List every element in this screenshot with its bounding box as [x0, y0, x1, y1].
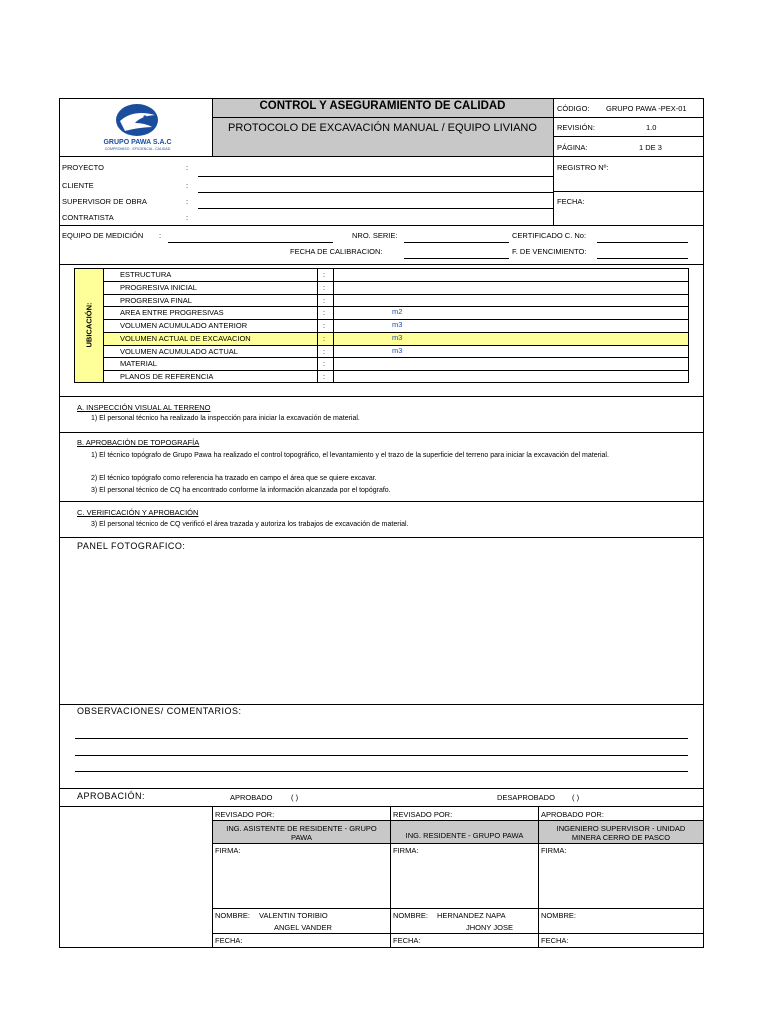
firma-label-1: FIRMA: [215, 846, 241, 855]
nro-serie-label: NRO. SERIE: [352, 231, 398, 240]
certificado-field[interactable] [597, 242, 688, 243]
section-b-item-1: 1) El técnico topógrafo de Grupo Pawa ha realizado el control topográfico, el levantamiento y el trazo de la superficie del terreno para iniciar la excavación del material. [91, 452, 609, 459]
equipo-field[interactable] [168, 242, 333, 243]
fecha-calibracion-label: FECHA DE CALIBRACION: [290, 247, 383, 256]
ubicacion-row-unit: m3 [392, 320, 403, 330]
ubicacion-row-unit: m2 [392, 307, 403, 317]
ubicacion-row-label: VOLUMEN ACTUAL DE EXCAVACION [120, 333, 251, 343]
document-subtitle: PROTOCOLO DE EXCAVACIÓN MANUAL / EQUIPO LIVIANO [228, 122, 537, 134]
fecha-label-1: FECHA: [215, 936, 243, 945]
fecha-label-2: FECHA: [393, 936, 421, 945]
nombre-label-3: NOMBRE: [541, 911, 577, 920]
observaciones-label: OBSERVACIONES/ COMENTARIOS: [77, 706, 242, 716]
nro-serie-field[interactable] [404, 242, 509, 243]
firma-label-3: FIRMA: [541, 846, 567, 855]
contratista-label: CONTRATISTA [62, 213, 114, 222]
registro-label: REGISTRO Nº: [557, 163, 609, 172]
equipo-label: EQUIPO DE MEDICIÓN [62, 231, 144, 240]
company-tagline: COMPROMISO - EFICIENCIA - CALIDAD [104, 147, 171, 151]
ubicacion-row-colon: : [323, 333, 326, 343]
revision-value: 1.0 [646, 123, 657, 132]
ubicacion-row-label: PROGRESIVA INICIAL [120, 282, 197, 292]
ubicacion-row-colon: : [323, 346, 326, 356]
proyecto-label: PROYECTO [62, 163, 104, 172]
panel-fotografico-label: PANEL FOTOGRAFICO: [77, 541, 186, 551]
aprobado-label: APROBADO [230, 793, 273, 802]
vencimiento-label: F. DE VENCIMIENTO: [512, 247, 587, 256]
ubicacion-row-value[interactable] [334, 307, 688, 319]
firma-area-1[interactable] [213, 856, 389, 907]
aprobado-por: APROBADO POR: [541, 810, 604, 819]
observacion-line-2[interactable] [75, 755, 688, 756]
nombre-label-1: NOMBRE: [215, 911, 251, 920]
fecha-label: FECHA: [557, 197, 585, 206]
supervisor-label: SUPERVISOR DE OBRA [62, 197, 147, 206]
ubicacion-row-colon: : [323, 270, 326, 279]
cliente-field[interactable] [198, 192, 553, 193]
ubicacion-row-value[interactable] [334, 358, 688, 370]
pagina-label: PÁGINA: [557, 143, 588, 152]
codigo-label: CÓDIGO: [557, 104, 590, 113]
fecha-label-3: FECHA: [541, 936, 569, 945]
ubicacion-row-value[interactable] [334, 269, 688, 281]
photo-panel-area[interactable] [60, 555, 703, 703]
revisado-por-2: REVISADO POR: [393, 810, 453, 819]
ubicacion-row-label: AREA ENTRE PROGRESIVAS [120, 308, 224, 318]
proyecto-colon: : [186, 163, 189, 172]
ubicacion-row-value[interactable] [334, 282, 688, 294]
observacion-line-3[interactable] [75, 771, 688, 772]
supervisor-colon: : [186, 197, 189, 206]
document-title: CONTROL Y ASEGURAMIENTO DE CALIDAD [259, 100, 506, 112]
ubicacion-row-label: VOLUMEN ACUMULADO ANTERIOR [120, 321, 248, 331]
vencimiento-field[interactable] [597, 258, 688, 259]
desaprobado-label: DESAPROBADO [497, 793, 555, 802]
ubicacion-row-value[interactable] [334, 320, 688, 332]
section-b-item-3: 3) El personal técnico de CQ ha encontrado conforme la información alcanzada por el topógrafo. [91, 487, 391, 494]
role-asistente-residente: ING. ASISTENTE DE RESIDENTE - GRUPO PAWA [226, 824, 377, 842]
ubicacion-row-value[interactable] [334, 346, 688, 358]
ubicacion-row-value[interactable] [334, 371, 688, 383]
section-c-title: C. VERIFICACIÓN Y APROBACIÓN [77, 508, 199, 517]
ubicacion-row-colon: : [323, 295, 326, 305]
ubicacion-row-label: PLANOS DE REFERENCIA [120, 372, 214, 382]
company-name: GRUPO PAWA S.A.C [103, 139, 172, 146]
ubicacion-row-colon: : [323, 372, 326, 382]
nombre-value-2a: HERNANDEZ NAPA [437, 911, 506, 920]
ubicacion-row-label: VOLUMEN ACUMULADO ACTUAL [120, 346, 238, 356]
revision-label: REVISIÓN: [557, 123, 595, 132]
role-supervisor: INGENIERO SUPERVISOR - UNIDAD MINERA CERRO DE PASCO [556, 824, 686, 842]
fecha-calibracion-field[interactable] [404, 258, 509, 259]
ubicacion-row-unit: m3 [392, 332, 403, 342]
ubicacion-row-colon: : [323, 282, 326, 292]
section-c-item-1: 3) El personal técnico de CQ verificó el área trazada y autoriza los trabajos de excavación de material. [91, 521, 409, 528]
ubicacion-row-colon: : [323, 359, 326, 369]
proyecto-field[interactable] [198, 176, 553, 177]
observacion-line-1[interactable] [75, 738, 688, 739]
section-a-title: A. INSPECCIÓN VISUAL AL TERRENO [77, 403, 211, 412]
desaprobado-checkbox[interactable]: ( ) [572, 793, 580, 802]
nombre-value-1b: ANGEL VANDER [274, 923, 332, 932]
equipo-colon: : [159, 231, 162, 240]
ubicacion-label: UBICACIÓN: [84, 302, 94, 348]
role-residente: ING. RESIDENTE - GRUPO PAWA [405, 831, 524, 840]
ubicacion-row-label: MATERIAL [120, 359, 157, 369]
section-a-item-1: 1) El personal técnico ha realizado la inspección para iniciar la excavación de material. [91, 415, 360, 422]
codigo-value: GRUPO PAWA -PEX-01 [606, 104, 687, 113]
contratista-colon: : [186, 213, 189, 222]
ubicacion-row-colon: : [323, 321, 326, 331]
cliente-label: CLIENTE [62, 181, 94, 190]
revisado-por-1: REVISADO POR: [215, 810, 275, 819]
ubicacion-row-value[interactable] [334, 295, 688, 307]
cliente-colon: : [186, 181, 189, 190]
ubicacion-row-value[interactable] [334, 333, 688, 345]
aprobacion-label: APROBACIÓN: [77, 791, 146, 801]
firma-area-3[interactable] [539, 856, 703, 907]
ubicacion-row-colon: : [323, 308, 326, 318]
nombre-label-2: NOMBRE: [393, 911, 429, 920]
nombre-value-1a: VALENTIN TORIBIO [259, 911, 328, 920]
pagina-value: 1 DE 3 [639, 143, 662, 152]
firma-label-2: FIRMA: [393, 846, 419, 855]
aprobado-checkbox[interactable]: ( ) [291, 793, 299, 802]
supervisor-field[interactable] [198, 208, 553, 209]
ubicacion-row-label: PROGRESIVA FINAL [120, 295, 192, 305]
certificado-label: CERTIFICADO C. No: [512, 231, 587, 240]
ubicacion-row-unit: m3 [392, 345, 403, 355]
ubicacion-row-label: ESTRUCTURA [120, 270, 172, 279]
section-b-item-2: 2) El técnico topógrafo como referencia ha trazado en campo el área que se quiere excavar. [91, 475, 377, 482]
firma-area-2[interactable] [391, 856, 537, 907]
nombre-value-2b: JHONY JOSE [466, 923, 513, 932]
section-b-title: B. APROBACIÓN DE TOPOGRAFÍA [77, 438, 200, 447]
